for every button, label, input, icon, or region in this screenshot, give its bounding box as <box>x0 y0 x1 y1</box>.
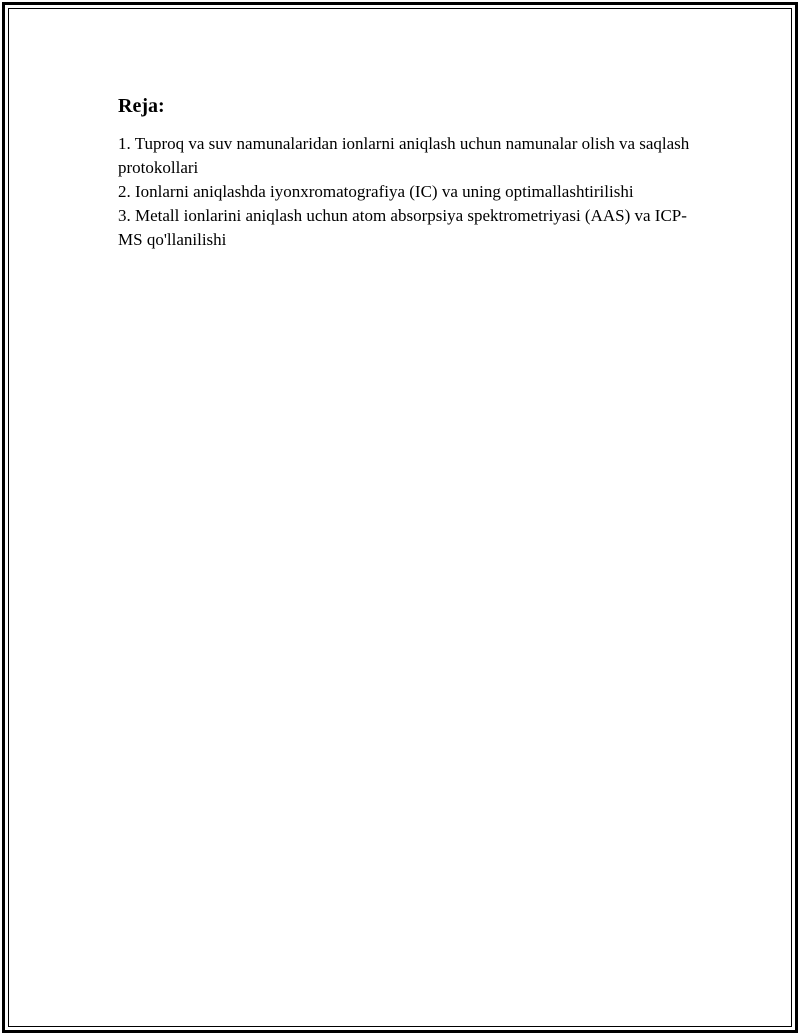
document-content <box>118 94 698 252</box>
plan-heading: Reja: <box>118 95 165 117</box>
plan-item-2: 2. Ionlarni aniqlashda iyonxromatografiya (IC) va uning optimallashtirilishi <box>118 182 634 201</box>
plan-item-1: 1. Tuproq va suv namunalaridan ionlarni aniqlash uchun namunalar olish va saqlash protokollari <box>118 134 690 177</box>
plan-item-3: 3. Metall ionlarini aniqlash uchun atom absorpsiya spektrometriyasi (AAS) va ICP-MS qo'llanilishi <box>118 206 687 249</box>
plan-list <box>118 132 698 252</box>
